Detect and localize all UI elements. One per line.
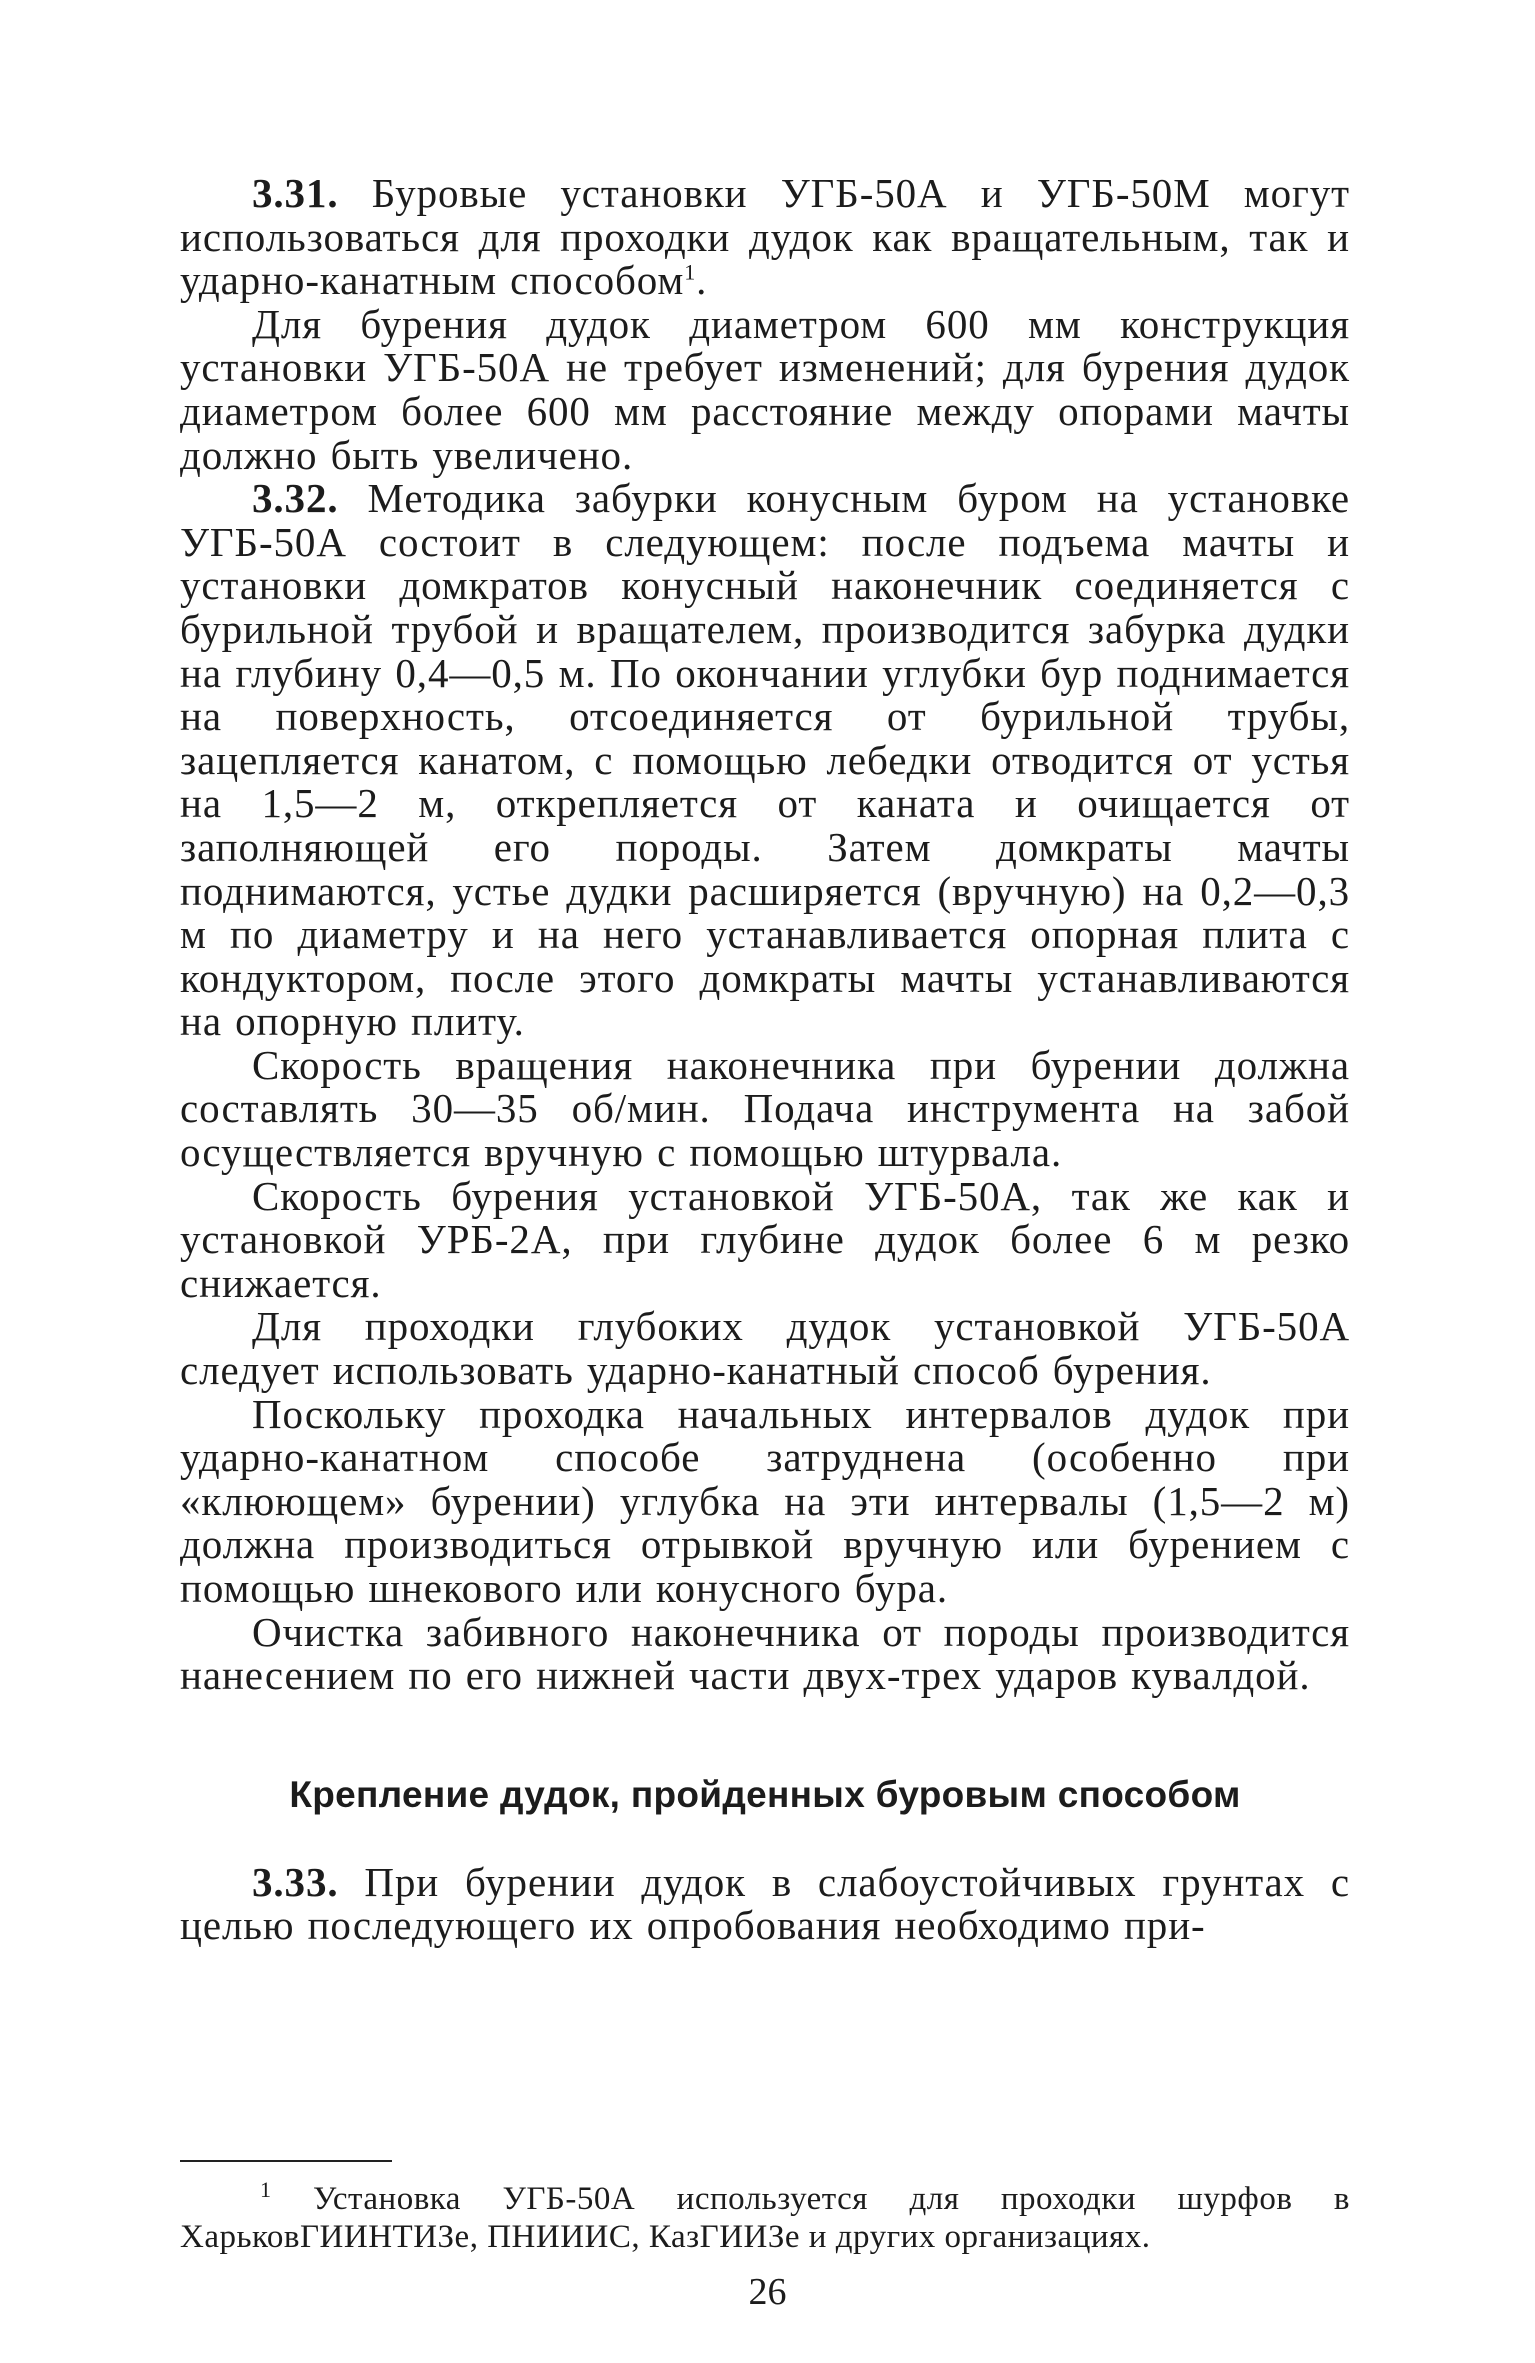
paragraph-text: Скорость бурения установкой УГБ-50А, так же как и установкой УРБ-2А, при глубине дудок более 6 м резко снижается.: [180, 1172, 1350, 1306]
clause-number: 3.32.: [252, 475, 339, 522]
paragraph-text: Очистка забивного наконечника от породы производится нанесением по его нижней части двух-трех ударов кувалдой.: [180, 1608, 1350, 1699]
section-heading: Крепление дудок, пройденных буровым способом: [289, 1773, 1241, 1815]
footnote-divider: [180, 2160, 392, 2162]
paragraph-text: Для бурения дудок диаметром 600 мм конструкция установки УГБ-50А не требует изменений; для бурения дудок диаметром более 600 мм расстояние между опорами мачты должно быть увеличено.: [180, 300, 1350, 478]
clause-number: 3.33.: [252, 1858, 339, 1905]
paragraph-text: При бурении дудок в слабоустойчивых грунтах с целью последующего их опробования необходимо при-: [180, 1858, 1350, 1949]
footnote-text: Установка УГБ-50А используется для проходки шурфов в ХарьковГИИНТИЗе, ПНИИИС, КазГИИЗе и других организациях.: [180, 2181, 1350, 2255]
paragraph-text: Скорость вращения наконечника при бурении должна составлять 30—35 об/мин. Подача инструмента на забой осуществляется вручную с помощью штурвала.: [180, 1041, 1350, 1176]
footnote-marker: 1: [260, 2177, 272, 2202]
footnote-ref: 1: [684, 259, 697, 285]
paragraph: [180, 1608, 1350, 1699]
paragraph-text: Поскольку проходка начальных интервалов дудок при ударно-канатном способе затруднена (особенно при «клюющем» бурении) углубка на эти интервалы (1,5—2 м) должна производиться отрывкой вручную или бурением с помощью шнекового или конусного бура.: [180, 1390, 1350, 1611]
paragraph-3-33: [180, 1858, 1350, 1949]
paragraph: [180, 300, 1350, 478]
paragraph-text: Для проходки глубоких дудок установкой УГБ-50А следует использовать ударно-канатный способ бурения.: [180, 1303, 1350, 1394]
page-number: 26: [748, 2271, 787, 2313]
clause-number: 3.31.: [252, 170, 339, 216]
paragraph: [180, 1041, 1350, 1176]
paragraph: [180, 1390, 1350, 1611]
paragraph-3-32: [180, 477, 1350, 1044]
paragraph-3-31: 3.31. Буровые установки УГБ-50А и УГБ-50М могут использоваться для проходки дудок как вращательным, так и ударно-канатным способом$^1$.: [180, 170, 1350, 304]
paragraph: [180, 1305, 1350, 1392]
paragraph-text: Буровые установки УГБ-50А и УГБ-50М могут использоваться для проходки дудок как вращательным, так и ударно-канатным способом: [180, 170, 1350, 304]
paragraph-text: Методика забурки конусным буром на установке УГБ-50А состоит в следующем: после подъема мачты и установки домкратов конусный наконечник соединяется с бурильной трубой и вращателем, производится забурка дудки на глубину 0,4—0,5 м. По окончании углубки бур поднимается на поверхность, отсоединяется от бурильной трубы, зацепляется канатом, с помощью лебедки отводится от устья на 1,5—2 м, открепляется от каната и очищается от заполняющей его породы. Затем домкраты мачты поднимаются, устье дудки расширяется (вручную) на 0,2—0,3 м по диаметру и на него устанавливается опорная плита с кондуктором, после этого домкраты мачты устанавливаются на опорную плиту.: [180, 475, 1350, 1045]
paragraph: [180, 1172, 1350, 1306]
page-body: [180, 172, 1350, 1948]
footnote: [180, 2177, 1350, 2256]
